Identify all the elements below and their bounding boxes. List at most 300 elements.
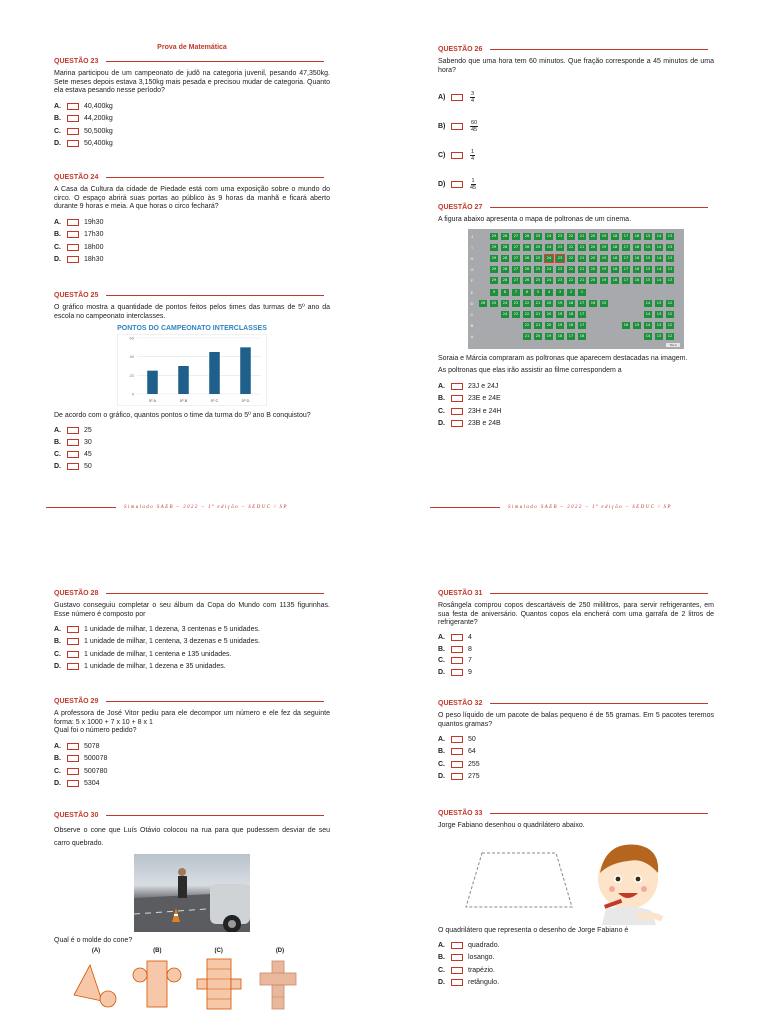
seat[interactable]: 26	[524, 267, 530, 272]
page-2	[384, 0, 768, 512]
option-d[interactable]: D. 50,400kg	[54, 140, 113, 148]
seat[interactable]: 29	[491, 255, 497, 260]
option-a[interactable]: A. 25	[54, 427, 92, 435]
answer-checkbox[interactable]	[67, 638, 79, 645]
divider	[106, 177, 324, 178]
question-heading: QUESTÃO 31	[438, 590, 483, 597]
seat[interactable]: 22	[568, 233, 574, 238]
seat[interactable]: 14	[645, 334, 651, 339]
seat[interactable]: 23	[557, 278, 563, 283]
seat[interactable]: 12	[667, 300, 673, 305]
seat[interactable]: 2	[567, 289, 575, 296]
seat[interactable]: 24	[502, 311, 508, 316]
seat[interactable]: 21	[524, 334, 530, 339]
page-footer: Simulado SAEB – 2022 – 1ª edição – SEDUC / SP	[430, 505, 714, 510]
seat[interactable]: 19	[601, 244, 607, 249]
seat[interactable]: 5	[534, 289, 542, 296]
answer-checkbox[interactable]	[451, 383, 463, 390]
seat[interactable]: 25	[535, 244, 541, 249]
answer-checkbox[interactable]	[451, 181, 463, 188]
answer-checkbox[interactable]	[67, 115, 79, 122]
option-b[interactable]: B. 500078	[54, 755, 108, 763]
net-option-d[interactable]: (D)	[252, 948, 308, 1015]
divider	[490, 703, 708, 704]
seat[interactable]: 13	[667, 233, 673, 238]
answer-checkbox[interactable]	[67, 128, 79, 135]
option-b[interactable]: B. 23E e 24E	[438, 395, 501, 403]
row-label: I	[471, 244, 473, 250]
answer-checkbox[interactable]	[67, 231, 79, 238]
seat[interactable]: 17	[623, 267, 629, 272]
option-c[interactable]: C. 45	[54, 451, 92, 459]
question-heading: QUESTÃO 30	[54, 812, 99, 819]
seat[interactable]: 13	[667, 267, 673, 272]
seat[interactable]: 22	[524, 311, 530, 316]
question-32	[438, 698, 714, 783]
y-tick-label: 0	[131, 391, 134, 397]
row-label: B	[470, 323, 474, 329]
answer-checkbox[interactable]	[451, 773, 463, 780]
answer-checkbox[interactable]	[67, 626, 79, 633]
answer-checkbox[interactable]	[67, 768, 79, 775]
seat[interactable]: 13	[667, 255, 673, 260]
seat[interactable]: 16	[579, 334, 585, 339]
seat[interactable]: 19	[601, 278, 607, 283]
seat[interactable]: 26	[524, 233, 530, 238]
option-d[interactable]: D. 50	[54, 463, 92, 471]
seat[interactable]: 26	[524, 278, 530, 283]
seat[interactable]: 14	[645, 323, 651, 328]
seat[interactable]: 15	[601, 300, 607, 305]
seat[interactable]: 21	[579, 267, 585, 272]
answer-checkbox[interactable]	[451, 748, 463, 755]
page-4	[384, 512, 768, 1024]
seat[interactable]: 28	[502, 278, 508, 283]
seat[interactable]: 28	[502, 233, 508, 238]
question-stem: A Casa da Cultura da cidade de Piedade está com uma exposição sobre o mundo do circo. O espaço abrirá suas portas ao público às 9 horas da manhã e ficará aberto durante 9 horas e meia. A que horas o circo fechará?	[54, 186, 330, 211]
fraction: $\frac{3}{4}$	[471, 91, 475, 105]
question-heading: QUESTÃO 27	[438, 204, 483, 211]
option-b[interactable]: B) $\frac{60}{45}$	[438, 120, 478, 134]
option-c[interactable]: C. 1 unidade de milhar, 1 centena e 135 unidades.	[54, 650, 232, 658]
seat[interactable]: 21	[579, 255, 585, 260]
seat[interactable]: 14	[645, 300, 651, 305]
question-31	[438, 588, 714, 678]
seat[interactable]: 20	[590, 244, 596, 249]
option-c[interactable]: C. 23H e 24H	[438, 407, 502, 415]
seat[interactable]: 23	[513, 311, 519, 316]
seat[interactable]: 14	[656, 278, 662, 283]
option-d[interactable]: D) $\frac{1}{45}$	[438, 178, 477, 192]
question-27	[438, 202, 714, 430]
chart-title: PONTOS DO CAMPEONATO INTERCLASSES	[117, 325, 267, 333]
seat[interactable]: 17	[579, 300, 585, 305]
seat[interactable]: 24	[546, 233, 552, 238]
seat[interactable]: 21	[535, 323, 541, 328]
fraction: $\frac{1}{45}$	[470, 178, 477, 192]
answer-checkbox[interactable]	[67, 140, 79, 147]
question-stem-2: Soraia e Márcia compraram as poltronas que aparecem destacadas na imagem.	[438, 354, 688, 362]
seat[interactable]: 26	[480, 300, 486, 305]
seat[interactable]: 7	[512, 289, 520, 296]
question-29	[54, 696, 330, 790]
seat[interactable]: 26	[524, 255, 530, 260]
net-option-b[interactable]: (B)	[129, 948, 185, 1015]
answer-checkbox[interactable]	[67, 427, 79, 434]
question-stem: Jorge Fabiano desenhou o quadrilátero abaixo.	[438, 822, 585, 829]
answer-checkbox[interactable]	[451, 736, 463, 743]
question-24	[54, 172, 330, 266]
seat[interactable]: 19	[557, 323, 563, 328]
option-d[interactable]: D. 23B e 24B	[438, 420, 501, 428]
question-stem: Observe o cone que Luís Otávio colocou na rua para que pudessem desviar de seu carro quebrado.	[54, 827, 330, 847]
option-d[interactable]: D. 5304	[54, 780, 100, 788]
seat[interactable]: 20	[546, 323, 552, 328]
bar-chart	[117, 334, 267, 406]
seat[interactable]: 20	[546, 300, 552, 305]
seat[interactable]: 18	[568, 311, 574, 316]
page-footer: Simulado SAEB – 2022 – 1ª edição – SEDUC / SP	[46, 505, 330, 510]
seat[interactable]: 23	[557, 244, 563, 249]
seat[interactable]: 14	[656, 267, 662, 272]
question-stem: Sabendo que uma hora tem 60 minutos. Que fração corresponde a 45 minutos de uma hora?	[438, 58, 714, 74]
question-30	[54, 810, 330, 1015]
answer-checkbox[interactable]	[67, 103, 79, 110]
seat[interactable]: 20	[535, 334, 541, 339]
seat[interactable]: 23	[513, 300, 519, 305]
seat[interactable]: 22	[568, 255, 574, 260]
answer-checkbox[interactable]	[451, 669, 463, 676]
doc-title: Prova de Matemática	[157, 44, 227, 51]
trapezoid-shape	[466, 853, 572, 907]
divider	[490, 813, 708, 814]
answer-checkbox[interactable]	[451, 94, 463, 101]
question-heading: QUESTÃO 32	[438, 700, 483, 707]
net-a-shape	[68, 955, 124, 1015]
seat[interactable]: 23	[557, 267, 563, 272]
seat[interactable]: 16	[634, 278, 640, 283]
question-stem: O gráfico mostra a quantidade de pontos feitos pelos times das turmas de 5º ano da escola no campeonato interclasses.	[54, 304, 330, 320]
question-28	[54, 588, 330, 673]
seat[interactable]: 19	[557, 300, 563, 305]
seat[interactable]: 18	[612, 278, 618, 283]
question-stem: O peso líquido de um pacote de balas pequeno é de 55 gramas. Em 5 pacotes teremos quantos gramas?	[438, 712, 714, 728]
seat[interactable]: 25	[491, 300, 497, 305]
seat[interactable]: 19	[601, 255, 607, 260]
seat[interactable]: 15	[645, 244, 651, 249]
seat[interactable]: 16	[634, 244, 640, 249]
seat[interactable]: 13	[656, 334, 662, 339]
seat[interactable]: 17	[623, 244, 629, 249]
seat[interactable]: 13	[667, 244, 673, 249]
option-a[interactable]: A. 5078	[54, 742, 100, 750]
answer-checkbox[interactable]	[451, 942, 463, 949]
answer-checkbox[interactable]	[451, 761, 463, 768]
seat[interactable]: 22	[568, 244, 574, 249]
option-b[interactable]: B. 30	[54, 439, 92, 447]
net-option-a[interactable]: (A)	[68, 948, 124, 1015]
seat[interactable]: 14	[645, 311, 651, 316]
seat[interactable]: 13	[656, 323, 662, 328]
x-tick-label: 5º B	[179, 398, 188, 404]
seat[interactable]: 17	[623, 233, 629, 238]
answer-checkbox[interactable]	[451, 967, 463, 974]
seat[interactable]: 20	[546, 311, 552, 316]
seat[interactable]: 15	[645, 267, 651, 272]
seat[interactable]: 17	[568, 334, 574, 339]
seat[interactable]: 18	[612, 244, 618, 249]
seat[interactable]: 21	[535, 311, 541, 316]
seat[interactable]: 4	[545, 289, 553, 296]
seat[interactable]: 27	[513, 244, 519, 249]
option-c[interactable]: C. 7	[438, 657, 472, 665]
answer-checkbox[interactable]	[451, 979, 463, 986]
screen-label: TELA	[666, 343, 680, 347]
seat[interactable]: 19	[601, 233, 607, 238]
seat[interactable]: 17	[623, 255, 629, 260]
option-b[interactable]: B. 1 unidade de milhar, 1 centena, 3 dezenas e 5 unidades.	[54, 638, 260, 646]
option-c[interactable]: C. 50,500kg	[54, 127, 113, 135]
seat[interactable]: 28	[502, 244, 508, 249]
option-b[interactable]: B. 8	[438, 645, 472, 653]
fraction: $\frac{60}{45}$	[471, 120, 478, 134]
seat[interactable]: 15	[634, 323, 640, 328]
answer-checkbox[interactable]	[451, 646, 463, 653]
option-a[interactable]: A. 23J e 24J	[438, 382, 499, 390]
option-a[interactable]: A) $\frac{3}{4}$	[438, 91, 475, 105]
bar	[147, 371, 158, 394]
seat[interactable]: 15	[645, 233, 651, 238]
option-b[interactable]: B. losango.	[438, 954, 495, 962]
answer-checkbox[interactable]	[451, 152, 463, 159]
option-b[interactable]: B. 64	[438, 748, 476, 756]
answer-checkbox[interactable]	[451, 395, 463, 402]
option-d[interactable]: D. retângulo.	[438, 979, 500, 987]
seat[interactable]: 12	[667, 311, 673, 316]
seat[interactable]: 14	[656, 255, 662, 260]
seat[interactable]: 18	[568, 300, 574, 305]
seat[interactable]: 29	[491, 244, 497, 249]
page-3	[0, 512, 384, 1024]
answer-checkbox[interactable]	[451, 123, 463, 130]
question-heading: QUESTÃO 29	[54, 698, 99, 705]
seat[interactable]: 18	[612, 233, 618, 238]
seat[interactable]: 20	[590, 255, 596, 260]
cinema-seat-map	[468, 229, 684, 349]
page-1	[0, 0, 384, 512]
option-a[interactable]: A. 50	[438, 735, 476, 743]
y-tick-label: 60	[129, 335, 134, 341]
question-stem: A professora de José Vitor pediu para ele decompor um número e ele fez da seguinte forma: 5 x 1000 + 7 x 10 + 8 x 1	[54, 710, 330, 726]
seat[interactable]: 19	[601, 267, 607, 272]
seat-highlighted[interactable]: 23	[557, 255, 563, 260]
seat[interactable]: 25	[535, 233, 541, 238]
question-heading: QUESTÃO 26	[438, 46, 483, 53]
question-heading: QUESTÃO 28	[54, 590, 99, 597]
seat[interactable]: 13	[656, 311, 662, 316]
seat[interactable]: 29	[491, 267, 497, 272]
option-a[interactable]: A. quadrado.	[438, 941, 500, 949]
seat[interactable]: 16	[634, 255, 640, 260]
question-stem-2: De acordo com o gráfico, quantos pontos o time da turma do 5º ano B conquistou?	[54, 412, 311, 420]
seat[interactable]: 21	[579, 278, 585, 283]
option-c[interactable]: C. 255	[438, 760, 480, 768]
seat[interactable]: 17	[579, 323, 585, 328]
divider	[106, 815, 324, 816]
bar	[240, 348, 251, 395]
seat[interactable]: 9	[490, 289, 498, 296]
seat[interactable]: 21	[579, 233, 585, 238]
option-a[interactable]: A. 1 unidade de milhar, 1 dezena, 3 centenas e 5 unidades.	[54, 625, 260, 633]
answer-checkbox[interactable]	[67, 663, 79, 670]
answer-checkbox[interactable]	[67, 780, 79, 787]
row-label: F	[470, 278, 474, 284]
seat[interactable]: 15	[645, 278, 651, 283]
seat[interactable]: 17	[623, 278, 629, 283]
seat[interactable]: 27	[513, 255, 519, 260]
question-33	[438, 808, 714, 989]
seat[interactable]: 16	[590, 300, 596, 305]
option-d[interactable]: D. 1 unidade de milhar, 1 dezena e 35 unidades.	[54, 663, 226, 671]
row-label: A	[470, 334, 474, 340]
seat[interactable]: 25	[535, 278, 541, 283]
question-stem: Gustavo conseguiu completar o seu álbum da Copa do Mundo com 1135 figurinhas. Esse número é composto por	[54, 602, 330, 618]
seat[interactable]: 26	[524, 244, 530, 249]
divider	[106, 701, 324, 702]
bar	[178, 366, 189, 394]
net-b-shape	[129, 955, 185, 1015]
option-c[interactable]: C. trapézio.	[438, 966, 495, 974]
question-stem: Marina participou de um campeonato de judô na categoria juvenil, pesando 47,350kg. Sete meses depois estava 3,150kg mais pesada e precisou mudar de categoria. Quanto ela estava pesando nesse período?	[54, 70, 330, 95]
seat[interactable]: 20	[590, 278, 596, 283]
seat[interactable]: 17	[579, 311, 585, 316]
seat[interactable]: 22	[568, 267, 574, 272]
seat[interactable]: 22	[568, 278, 574, 283]
answer-checkbox[interactable]	[67, 651, 79, 658]
option-c[interactable]: C. 18h00	[54, 243, 104, 251]
option-a[interactable]: A. 40,400kg	[54, 102, 113, 110]
seat[interactable]: 21	[579, 244, 585, 249]
answer-checkbox[interactable]	[67, 256, 79, 263]
seat[interactable]: 20	[590, 267, 596, 272]
seat[interactable]: 23	[557, 233, 563, 238]
seat[interactable]: 13	[656, 300, 662, 305]
seat[interactable]: 14	[656, 244, 662, 249]
seat[interactable]: 1	[578, 289, 586, 296]
seat[interactable]: 18	[612, 267, 618, 272]
seat-highlighted[interactable]: 24	[546, 255, 552, 260]
seat[interactable]: 24	[546, 244, 552, 249]
seat[interactable]: 18	[557, 334, 563, 339]
seat[interactable]: 6	[523, 289, 531, 296]
seat[interactable]: 24	[502, 300, 508, 305]
answer-checkbox[interactable]	[451, 408, 463, 415]
net-option-c[interactable]: (C)	[191, 948, 247, 1015]
option-a[interactable]: A. 4	[438, 634, 472, 642]
question-23	[54, 56, 330, 150]
question-stem-2: Qual é o molde do cone?	[54, 937, 133, 944]
seat[interactable]: 29	[491, 278, 497, 283]
answer-checkbox[interactable]	[67, 439, 79, 446]
answer-checkbox[interactable]	[451, 634, 463, 641]
question-stem-3: As poltronas que elas irão assistir ao filme correspondem a	[438, 367, 622, 375]
question-heading: QUESTÃO 23	[54, 58, 99, 65]
seat[interactable]: 21	[535, 300, 541, 305]
divider	[490, 207, 708, 208]
seat[interactable]: 25	[535, 255, 541, 260]
option-c[interactable]: C) $\frac{1}{4}$	[438, 149, 475, 163]
answer-checkbox[interactable]	[67, 219, 79, 226]
option-d[interactable]: D. 275	[438, 773, 480, 781]
seat[interactable]: 12	[667, 334, 673, 339]
answer-checkbox[interactable]	[67, 755, 79, 762]
seat[interactable]: 16	[634, 233, 640, 238]
answer-checkbox[interactable]	[451, 657, 463, 664]
seat[interactable]: 28	[502, 267, 508, 272]
option-c[interactable]: C. 500780	[54, 767, 108, 775]
seat[interactable]: 8	[501, 289, 509, 296]
seat[interactable]: 16	[634, 267, 640, 272]
seat[interactable]: 22	[524, 300, 530, 305]
option-d[interactable]: D. 9	[438, 668, 472, 676]
question-stem-2: Qual foi o número pedido?	[54, 727, 137, 735]
answer-checkbox[interactable]	[67, 743, 79, 750]
seat[interactable]: 16	[623, 323, 629, 328]
row-label: D	[470, 300, 474, 306]
seat[interactable]: 18	[568, 323, 574, 328]
seat[interactable]: 28	[502, 255, 508, 260]
option-a[interactable]: A. 19h30	[54, 218, 104, 226]
seat[interactable]: 12	[667, 323, 673, 328]
bar	[209, 352, 220, 394]
question-26	[438, 44, 714, 199]
seat[interactable]: 19	[557, 311, 563, 316]
x-tick-label: 5º C	[210, 398, 219, 404]
net-d-shape	[252, 955, 308, 1015]
answer-checkbox[interactable]	[451, 420, 463, 427]
seat[interactable]: 25	[535, 267, 541, 272]
quadrilateral-drawing	[438, 833, 714, 925]
question-heading: QUESTÃO 25	[54, 292, 99, 299]
y-tick-label: 40	[129, 354, 134, 360]
answer-checkbox[interactable]	[67, 463, 79, 470]
option-b[interactable]: B. 44,200kg	[54, 115, 113, 123]
seat[interactable]: 27	[513, 278, 519, 283]
answer-checkbox[interactable]	[451, 954, 463, 961]
seat[interactable]: 3	[556, 289, 564, 296]
x-tick-label: 5º D	[241, 398, 250, 404]
seat[interactable]: 29	[491, 233, 497, 238]
seat[interactable]: 22	[524, 323, 530, 328]
seat[interactable]: 18	[612, 255, 618, 260]
option-b[interactable]: B. 17h30	[54, 231, 104, 239]
seat[interactable]: 27	[513, 233, 519, 238]
seat[interactable]: 15	[645, 255, 651, 260]
seat[interactable]: 20	[590, 233, 596, 238]
road-scene-illustration	[134, 854, 250, 932]
seat[interactable]: 13	[667, 278, 673, 283]
divider	[490, 49, 708, 50]
answer-checkbox[interactable]	[67, 244, 79, 251]
seat[interactable]: 19	[546, 334, 552, 339]
answer-checkbox[interactable]	[67, 451, 79, 458]
seat[interactable]: 24	[546, 278, 552, 283]
seat[interactable]: 24	[546, 267, 552, 272]
option-d[interactable]: D. 18h30	[54, 256, 104, 264]
row-label: H	[470, 255, 474, 261]
seat[interactable]: 14	[656, 233, 662, 238]
seat[interactable]: 27	[513, 267, 519, 272]
